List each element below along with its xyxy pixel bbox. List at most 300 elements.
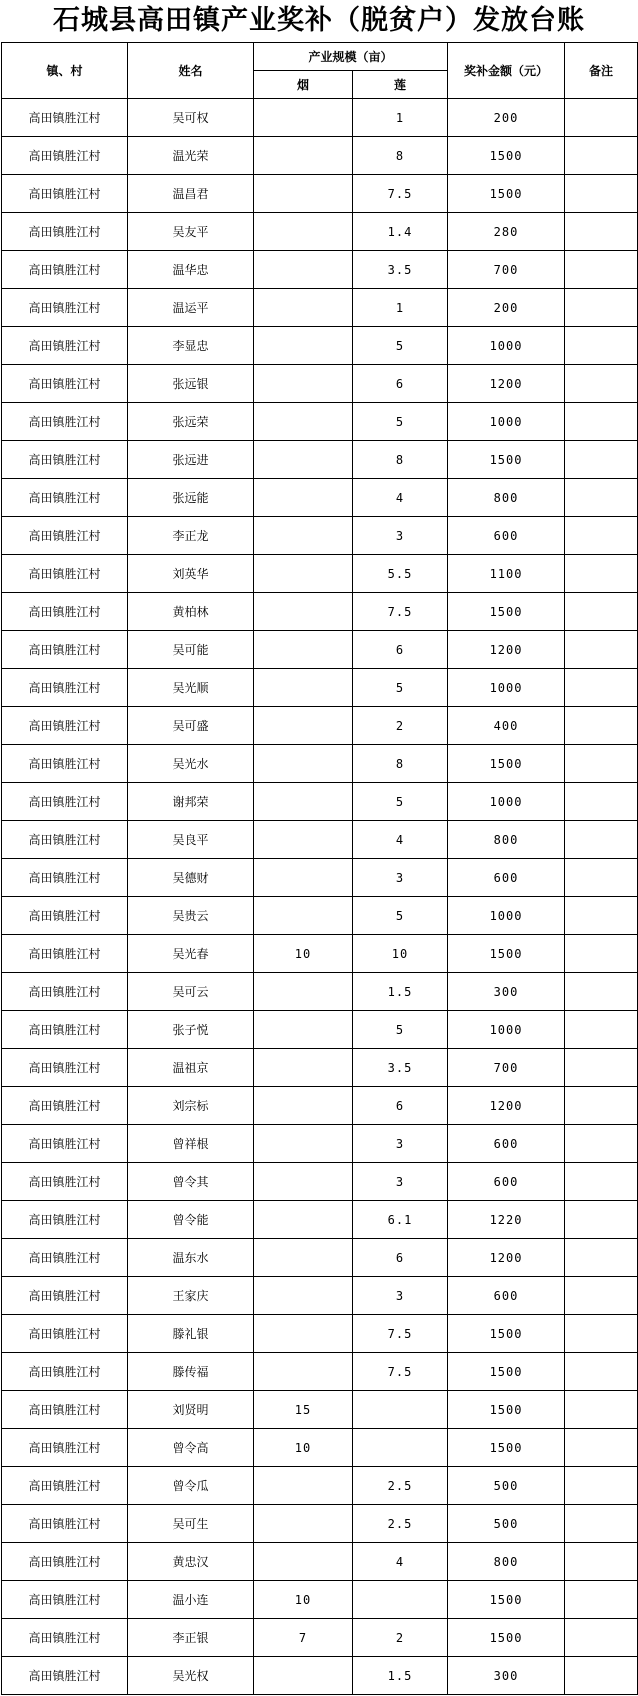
cell-lotus-mu: 1.5 <box>353 1657 448 1695</box>
cell-subsidy-amount: 1000 <box>448 783 565 821</box>
cell-subsidy-amount: 700 <box>448 251 565 289</box>
cell-subsidy-amount: 800 <box>448 479 565 517</box>
cell-lotus-mu: 4 <box>353 479 448 517</box>
table-row <box>2 1201 638 1239</box>
cell-lotus-mu: 3 <box>353 517 448 555</box>
cell-lotus-mu: 1 <box>353 99 448 137</box>
cell-remarks <box>565 821 638 859</box>
table-row <box>2 1543 638 1581</box>
cell-tobacco-mu <box>254 631 353 669</box>
table-body <box>2 99 638 1695</box>
cell-tobacco-mu <box>254 1239 353 1277</box>
cell-lotus-mu: 6 <box>353 365 448 403</box>
cell-tobacco-mu: 10 <box>254 935 353 973</box>
header-lotus: 莲 <box>353 71 448 99</box>
cell-name: 吴可生 <box>128 1505 254 1543</box>
cell-town-village: 高田镇胜江村 <box>2 1315 128 1353</box>
cell-name: 黄柏林 <box>128 593 254 631</box>
cell-remarks <box>565 935 638 973</box>
cell-subsidy-amount: 1200 <box>448 1087 565 1125</box>
cell-tobacco-mu <box>254 1505 353 1543</box>
cell-subsidy-amount: 500 <box>448 1505 565 1543</box>
cell-name: 曾令其 <box>128 1163 254 1201</box>
cell-lotus-mu: 3.5 <box>353 251 448 289</box>
cell-remarks <box>565 1277 638 1315</box>
cell-town-village: 高田镇胜江村 <box>2 251 128 289</box>
cell-remarks <box>565 1239 638 1277</box>
table-row <box>2 1049 638 1087</box>
cell-tobacco-mu <box>254 1467 353 1505</box>
cell-remarks <box>565 1581 638 1619</box>
cell-remarks <box>565 707 638 745</box>
table-header-row <box>2 43 638 71</box>
cell-tobacco-mu <box>254 137 353 175</box>
cell-name: 曾令瓜 <box>128 1467 254 1505</box>
cell-tobacco-mu <box>254 1315 353 1353</box>
cell-name: 温东水 <box>128 1239 254 1277</box>
cell-remarks <box>565 631 638 669</box>
cell-lotus-mu: 2.5 <box>353 1467 448 1505</box>
table-row <box>2 137 638 175</box>
cell-remarks <box>565 517 638 555</box>
cell-tobacco-mu <box>254 669 353 707</box>
cell-subsidy-amount: 1500 <box>448 1619 565 1657</box>
cell-remarks <box>565 745 638 783</box>
cell-subsidy-amount: 700 <box>448 1049 565 1087</box>
cell-remarks <box>565 289 638 327</box>
cell-remarks <box>565 479 638 517</box>
cell-subsidy-amount: 1500 <box>448 935 565 973</box>
cell-subsidy-amount: 1500 <box>448 1429 565 1467</box>
cell-town-village: 高田镇胜江村 <box>2 1201 128 1239</box>
cell-town-village: 高田镇胜江村 <box>2 821 128 859</box>
table-row <box>2 1239 638 1277</box>
table-row <box>2 1619 638 1657</box>
table-row <box>2 935 638 973</box>
cell-tobacco-mu <box>254 327 353 365</box>
cell-lotus-mu: 6 <box>353 631 448 669</box>
cell-name: 温光荣 <box>128 137 254 175</box>
cell-lotus-mu: 5 <box>353 897 448 935</box>
cell-lotus-mu: 7.5 <box>353 593 448 631</box>
document-title: 石城县高田镇产业奖补（脱贫户）发放台账 <box>53 5 585 36</box>
cell-town-village: 高田镇胜江村 <box>2 289 128 327</box>
cell-subsidy-amount: 1200 <box>448 365 565 403</box>
cell-name: 吴可能 <box>128 631 254 669</box>
table-row <box>2 859 638 897</box>
cell-lotus-mu: 3 <box>353 1277 448 1315</box>
cell-town-village: 高田镇胜江村 <box>2 745 128 783</box>
cell-lotus-mu: 3 <box>353 1125 448 1163</box>
cell-tobacco-mu <box>254 783 353 821</box>
table-row <box>2 1657 638 1695</box>
cell-lotus-mu: 7.5 <box>353 1353 448 1391</box>
cell-tobacco-mu: 10 <box>254 1581 353 1619</box>
cell-tobacco-mu <box>254 1543 353 1581</box>
table-row <box>2 1011 638 1049</box>
cell-subsidy-amount: 600 <box>448 859 565 897</box>
cell-subsidy-amount: 1000 <box>448 403 565 441</box>
cell-subsidy-amount: 1000 <box>448 669 565 707</box>
table-row <box>2 783 638 821</box>
cell-subsidy-amount: 1500 <box>448 1581 565 1619</box>
cell-tobacco-mu <box>254 1125 353 1163</box>
cell-town-village: 高田镇胜江村 <box>2 403 128 441</box>
cell-town-village: 高田镇胜江村 <box>2 441 128 479</box>
cell-name: 温小连 <box>128 1581 254 1619</box>
cell-name: 刘贤明 <box>128 1391 254 1429</box>
cell-lotus-mu: 5 <box>353 1011 448 1049</box>
table-row <box>2 1277 638 1315</box>
cell-remarks <box>565 1467 638 1505</box>
cell-remarks <box>565 897 638 935</box>
table-row <box>2 1505 638 1543</box>
cell-town-village: 高田镇胜江村 <box>2 213 128 251</box>
cell-tobacco-mu <box>254 897 353 935</box>
cell-town-village: 高田镇胜江村 <box>2 1543 128 1581</box>
cell-tobacco-mu <box>254 1049 353 1087</box>
cell-lotus-mu: 7.5 <box>353 175 448 213</box>
cell-remarks <box>565 593 638 631</box>
cell-lotus-mu: 5 <box>353 327 448 365</box>
cell-remarks <box>565 1011 638 1049</box>
cell-remarks <box>565 1201 638 1239</box>
cell-subsidy-amount: 1500 <box>448 1353 565 1391</box>
cell-town-village: 高田镇胜江村 <box>2 555 128 593</box>
cell-remarks <box>565 251 638 289</box>
cell-lotus-mu: 5 <box>353 669 448 707</box>
cell-remarks <box>565 1429 638 1467</box>
cell-name: 吴光顺 <box>128 669 254 707</box>
cell-town-village: 高田镇胜江村 <box>2 1505 128 1543</box>
cell-subsidy-amount: 1200 <box>448 1239 565 1277</box>
cell-town-village: 高田镇胜江村 <box>2 1467 128 1505</box>
table-row <box>2 897 638 935</box>
cell-town-village: 高田镇胜江村 <box>2 859 128 897</box>
cell-subsidy-amount: 1000 <box>448 327 565 365</box>
cell-lotus-mu: 3.5 <box>353 1049 448 1087</box>
cell-tobacco-mu <box>254 821 353 859</box>
cell-name: 吴德财 <box>128 859 254 897</box>
cell-tobacco-mu <box>254 1277 353 1315</box>
table-row <box>2 1315 638 1353</box>
cell-lotus-mu: 5 <box>353 403 448 441</box>
cell-name: 张远进 <box>128 441 254 479</box>
table-row <box>2 707 638 745</box>
cell-town-village: 高田镇胜江村 <box>2 973 128 1011</box>
table-row <box>2 745 638 783</box>
cell-lotus-mu: 5.5 <box>353 555 448 593</box>
cell-town-village: 高田镇胜江村 <box>2 1163 128 1201</box>
cell-town-village: 高田镇胜江村 <box>2 1581 128 1619</box>
table-row <box>2 1125 638 1163</box>
cell-lotus-mu <box>353 1429 448 1467</box>
cell-lotus-mu <box>353 1391 448 1429</box>
cell-lotus-mu: 3 <box>353 1163 448 1201</box>
cell-name: 黄忠汉 <box>128 1543 254 1581</box>
cell-remarks <box>565 1505 638 1543</box>
cell-subsidy-amount: 400 <box>448 707 565 745</box>
cell-name: 滕礼银 <box>128 1315 254 1353</box>
table-row <box>2 669 638 707</box>
table-row <box>2 175 638 213</box>
cell-town-village: 高田镇胜江村 <box>2 631 128 669</box>
cell-remarks <box>565 1163 638 1201</box>
cell-town-village: 高田镇胜江村 <box>2 99 128 137</box>
cell-remarks <box>565 669 638 707</box>
cell-name: 温华忠 <box>128 251 254 289</box>
table-row <box>2 441 638 479</box>
cell-remarks <box>565 1315 638 1353</box>
cell-remarks <box>565 783 638 821</box>
cell-subsidy-amount: 600 <box>448 1277 565 1315</box>
cell-tobacco-mu <box>254 289 353 327</box>
cell-name: 曾令能 <box>128 1201 254 1239</box>
cell-name: 李显忠 <box>128 327 254 365</box>
cell-subsidy-amount: 300 <box>448 973 565 1011</box>
cell-name: 张子悦 <box>128 1011 254 1049</box>
cell-subsidy-amount: 600 <box>448 1125 565 1163</box>
header-town-village: 镇、村 <box>2 43 128 99</box>
cell-subsidy-amount: 1500 <box>448 1315 565 1353</box>
cell-remarks <box>565 99 638 137</box>
cell-tobacco-mu <box>254 517 353 555</box>
header-remarks: 备注 <box>565 43 638 99</box>
table-row <box>2 365 638 403</box>
cell-remarks <box>565 365 638 403</box>
cell-tobacco-mu <box>254 1353 353 1391</box>
cell-tobacco-mu <box>254 1201 353 1239</box>
cell-town-village: 高田镇胜江村 <box>2 1657 128 1695</box>
table-row <box>2 327 638 365</box>
cell-lotus-mu: 8 <box>353 441 448 479</box>
cell-name: 吴可云 <box>128 973 254 1011</box>
cell-lotus-mu: 10 <box>353 935 448 973</box>
cell-name: 滕传福 <box>128 1353 254 1391</box>
cell-name: 吴光春 <box>128 935 254 973</box>
cell-name: 张远银 <box>128 365 254 403</box>
cell-name: 曾令高 <box>128 1429 254 1467</box>
cell-name: 张远荣 <box>128 403 254 441</box>
cell-tobacco-mu <box>254 555 353 593</box>
cell-subsidy-amount: 1000 <box>448 897 565 935</box>
cell-name: 吴光权 <box>128 1657 254 1695</box>
header-tobacco: 烟 <box>254 71 353 99</box>
cell-tobacco-mu: 10 <box>254 1429 353 1467</box>
cell-town-village: 高田镇胜江村 <box>2 327 128 365</box>
cell-subsidy-amount: 500 <box>448 1467 565 1505</box>
cell-town-village: 高田镇胜江村 <box>2 1619 128 1657</box>
cell-tobacco-mu <box>254 403 353 441</box>
table-row <box>2 99 638 137</box>
cell-subsidy-amount: 1500 <box>448 593 565 631</box>
cell-town-village: 高田镇胜江村 <box>2 365 128 403</box>
cell-tobacco-mu <box>254 973 353 1011</box>
cell-tobacco-mu: 7 <box>254 1619 353 1657</box>
cell-town-village: 高田镇胜江村 <box>2 707 128 745</box>
table-row <box>2 517 638 555</box>
cell-tobacco-mu <box>254 251 353 289</box>
cell-lotus-mu: 5 <box>353 783 448 821</box>
cell-remarks <box>565 175 638 213</box>
cell-lotus-mu: 1.4 <box>353 213 448 251</box>
cell-name: 吴可权 <box>128 99 254 137</box>
cell-name: 温运平 <box>128 289 254 327</box>
cell-remarks <box>565 213 638 251</box>
cell-subsidy-amount: 1500 <box>448 441 565 479</box>
cell-lotus-mu: 2 <box>353 1619 448 1657</box>
cell-tobacco-mu <box>254 365 353 403</box>
table-row <box>2 251 638 289</box>
cell-town-village: 高田镇胜江村 <box>2 1239 128 1277</box>
cell-tobacco-mu <box>254 1163 353 1201</box>
cell-name: 温昌君 <box>128 175 254 213</box>
cell-town-village: 高田镇胜江村 <box>2 1125 128 1163</box>
header-industry-scale: 产业规模（亩） <box>254 43 448 71</box>
cell-remarks <box>565 403 638 441</box>
cell-tobacco-mu <box>254 1087 353 1125</box>
cell-town-village: 高田镇胜江村 <box>2 479 128 517</box>
cell-lotus-mu: 6.1 <box>353 1201 448 1239</box>
cell-name: 李正龙 <box>128 517 254 555</box>
table-row <box>2 403 638 441</box>
cell-subsidy-amount: 1500 <box>448 745 565 783</box>
cell-subsidy-amount: 1200 <box>448 631 565 669</box>
cell-remarks <box>565 1087 638 1125</box>
cell-remarks <box>565 1049 638 1087</box>
cell-tobacco-mu <box>254 707 353 745</box>
cell-tobacco-mu <box>254 175 353 213</box>
cell-tobacco-mu <box>254 859 353 897</box>
cell-name: 吴光水 <box>128 745 254 783</box>
table-row <box>2 631 638 669</box>
table-row <box>2 1467 638 1505</box>
table-row <box>2 593 638 631</box>
cell-town-village: 高田镇胜江村 <box>2 897 128 935</box>
cell-town-village: 高田镇胜江村 <box>2 593 128 631</box>
cell-subsidy-amount: 200 <box>448 99 565 137</box>
cell-remarks <box>565 137 638 175</box>
cell-lotus-mu: 1 <box>353 289 448 327</box>
table-row <box>2 1391 638 1429</box>
table-row <box>2 821 638 859</box>
cell-lotus-mu: 2.5 <box>353 1505 448 1543</box>
cell-subsidy-amount: 800 <box>448 821 565 859</box>
cell-subsidy-amount: 280 <box>448 213 565 251</box>
cell-subsidy-amount: 600 <box>448 517 565 555</box>
table-row <box>2 289 638 327</box>
cell-lotus-mu: 7.5 <box>353 1315 448 1353</box>
cell-remarks <box>565 1353 638 1391</box>
cell-name: 张远能 <box>128 479 254 517</box>
cell-town-village: 高田镇胜江村 <box>2 1353 128 1391</box>
cell-town-village: 高田镇胜江村 <box>2 1429 128 1467</box>
cell-subsidy-amount: 600 <box>448 1163 565 1201</box>
cell-remarks <box>565 973 638 1011</box>
table-row <box>2 213 638 251</box>
table-row <box>2 973 638 1011</box>
cell-lotus-mu: 2 <box>353 707 448 745</box>
cell-remarks <box>565 1125 638 1163</box>
cell-town-village: 高田镇胜江村 <box>2 517 128 555</box>
cell-remarks <box>565 1619 638 1657</box>
table-row <box>2 555 638 593</box>
cell-town-village: 高田镇胜江村 <box>2 137 128 175</box>
cell-remarks <box>565 1657 638 1695</box>
cell-town-village: 高田镇胜江村 <box>2 1087 128 1125</box>
cell-tobacco-mu <box>254 593 353 631</box>
cell-remarks <box>565 859 638 897</box>
cell-lotus-mu: 3 <box>353 859 448 897</box>
cell-subsidy-amount: 1500 <box>448 1391 565 1429</box>
cell-subsidy-amount: 800 <box>448 1543 565 1581</box>
cell-remarks <box>565 1543 638 1581</box>
cell-town-village: 高田镇胜江村 <box>2 175 128 213</box>
cell-name: 刘宗标 <box>128 1087 254 1125</box>
cell-lotus-mu: 8 <box>353 745 448 783</box>
cell-tobacco-mu <box>254 213 353 251</box>
cell-remarks <box>565 441 638 479</box>
cell-town-village: 高田镇胜江村 <box>2 1011 128 1049</box>
table-row <box>2 1581 638 1619</box>
header-subsidy-amount: 奖补金额（元） <box>448 43 565 99</box>
cell-town-village: 高田镇胜江村 <box>2 1391 128 1429</box>
cell-subsidy-amount: 300 <box>448 1657 565 1695</box>
table-row <box>2 479 638 517</box>
cell-tobacco-mu: 15 <box>254 1391 353 1429</box>
cell-name: 谢邦荣 <box>128 783 254 821</box>
cell-lotus-mu: 6 <box>353 1239 448 1277</box>
cell-town-village: 高田镇胜江村 <box>2 935 128 973</box>
cell-remarks <box>565 555 638 593</box>
cell-name: 吴贵云 <box>128 897 254 935</box>
cell-subsidy-amount: 1500 <box>448 175 565 213</box>
cell-lotus-mu: 4 <box>353 821 448 859</box>
table-row <box>2 1429 638 1467</box>
cell-town-village: 高田镇胜江村 <box>2 669 128 707</box>
cell-remarks <box>565 1391 638 1429</box>
cell-lotus-mu <box>353 1581 448 1619</box>
cell-lotus-mu: 8 <box>353 137 448 175</box>
cell-lotus-mu: 1.5 <box>353 973 448 1011</box>
cell-lotus-mu: 4 <box>353 1543 448 1581</box>
cell-subsidy-amount: 1500 <box>448 137 565 175</box>
table-row <box>2 1163 638 1201</box>
cell-remarks <box>565 327 638 365</box>
cell-tobacco-mu <box>254 745 353 783</box>
cell-name: 吴良平 <box>128 821 254 859</box>
cell-name: 吴可盛 <box>128 707 254 745</box>
cell-town-village: 高田镇胜江村 <box>2 1049 128 1087</box>
cell-tobacco-mu <box>254 1657 353 1695</box>
cell-name: 李正银 <box>128 1619 254 1657</box>
cell-tobacco-mu <box>254 1011 353 1049</box>
cell-name: 曾祥根 <box>128 1125 254 1163</box>
cell-name: 刘英华 <box>128 555 254 593</box>
subsidy-ledger-table <box>1 42 638 1695</box>
cell-tobacco-mu <box>254 479 353 517</box>
cell-subsidy-amount: 200 <box>448 289 565 327</box>
cell-tobacco-mu <box>254 99 353 137</box>
cell-tobacco-mu <box>254 441 353 479</box>
cell-subsidy-amount: 1100 <box>448 555 565 593</box>
cell-name: 温祖京 <box>128 1049 254 1087</box>
cell-town-village: 高田镇胜江村 <box>2 1277 128 1315</box>
cell-town-village: 高田镇胜江村 <box>2 783 128 821</box>
table-row <box>2 1353 638 1391</box>
cell-name: 王家庆 <box>128 1277 254 1315</box>
cell-name: 吴友平 <box>128 213 254 251</box>
